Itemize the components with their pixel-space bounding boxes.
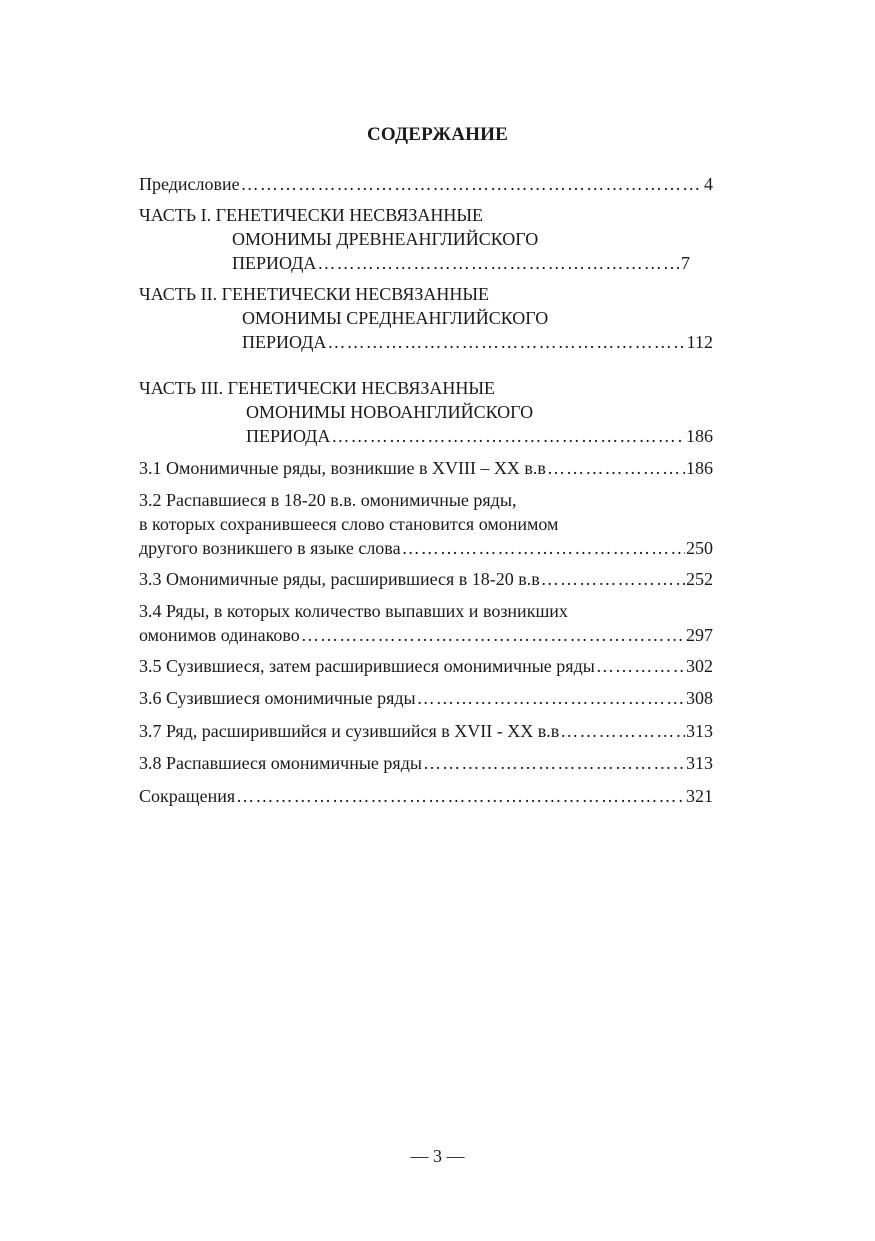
toc-entry-label: ПЕРИОДА <box>242 332 327 352</box>
toc-entry-label: 3.7 Ряд, расширившийся и сузившийся в XVII - XX в.в <box>139 721 560 741</box>
toc-part-2-line-2: ОМОНИМЫ СРЕДНЕАНГЛИЙСКОГО <box>242 308 549 328</box>
page-number-footer: — 3 — <box>410 1146 465 1166</box>
toc-page-number: 302 <box>686 656 713 676</box>
toc-entry-3-8[interactable] <box>139 751 713 775</box>
dot-leader <box>317 251 680 275</box>
toc-entry-label: другого возникшего в языке слова <box>139 538 401 558</box>
toc-part-2-line-1: ЧАСТЬ II. ГЕНЕТИЧЕСКИ НЕСВЯЗАННЫЕ <box>139 284 490 304</box>
toc-3-2-line-2: в которых сохранившееся слово становится омонимом <box>139 514 559 534</box>
toc-3-4-line-1: 3.4 Ряды, в которых количество выпавших и возникших <box>139 601 568 621</box>
toc-part-3-line-1: ЧАСТЬ III. ГЕНЕТИЧЕСКИ НЕСВЯЗАННЫЕ <box>139 378 496 398</box>
toc-entry-preface[interactable] <box>139 172 713 196</box>
toc-entry-label: 3.1 Омонимичные ряды, возникшие в XVIII – XX в.в <box>139 458 546 478</box>
toc-entry-3-6[interactable] <box>139 686 713 710</box>
toc-entry-label: 3.8 Распавшиеся омонимичные ряды <box>139 753 422 773</box>
toc-page-number: 313 <box>686 753 713 773</box>
dot-leader <box>547 456 685 480</box>
toc-entry-part-3[interactable] <box>246 424 713 448</box>
toc-entry-label: Предисловие <box>139 174 240 194</box>
toc-part-3-line-2: ОМОНИМЫ НОВОАНГЛИЙСКОГО <box>246 402 534 422</box>
toc-entry-3-7[interactable] <box>139 719 713 743</box>
dot-leader <box>560 719 685 743</box>
toc-page-number: 186 <box>686 458 713 478</box>
toc-page-number: 250 <box>686 538 713 558</box>
dot-leader <box>541 567 685 591</box>
toc-page-number: 308 <box>686 688 713 708</box>
toc-entry-3-4[interactable] <box>139 623 713 647</box>
dot-leader <box>331 424 685 448</box>
page-title: СОДЕРЖАНИЕ <box>367 124 508 145</box>
toc-page-number: 313 <box>686 721 713 741</box>
toc-entry-label: ПЕРИОДА <box>232 253 317 273</box>
toc-entry-label: 3.5 Сузившиеся, затем расширившиеся омонимичные ряды <box>139 656 595 676</box>
dot-leader <box>327 330 685 354</box>
toc-page-number: 186 <box>686 426 713 446</box>
toc-entry-part-2[interactable] <box>242 330 713 354</box>
toc-entry-label: 3.3 Омонимичные ряды, расширившиеся в 18-20 в.в <box>139 569 540 589</box>
toc-entry-3-2[interactable] <box>139 536 713 560</box>
toc-entry-3-5[interactable] <box>139 654 713 678</box>
dot-leader <box>236 784 685 808</box>
toc-entry-3-1[interactable] <box>139 456 713 480</box>
toc-part-1-line-2: ОМОНИМЫ ДРЕВНЕАНГЛИЙСКОГО <box>232 229 539 249</box>
toc-entry-label: Сокращения <box>139 786 236 806</box>
toc-3-2-line-1: 3.2 Распавшиеся в 18-20 в.в. омонимичные ряды, <box>139 490 517 510</box>
dot-leader <box>402 536 685 560</box>
toc-entry-part-1[interactable] <box>232 251 690 275</box>
toc-entry-label: омонимов одинаково <box>139 625 300 645</box>
dot-leader <box>596 654 685 678</box>
toc-entry-label: ПЕРИОДА <box>246 426 331 446</box>
dot-leader <box>423 751 685 775</box>
toc-entry-3-3[interactable] <box>139 567 713 591</box>
dot-leader <box>301 623 685 647</box>
dot-leader <box>417 686 685 710</box>
toc-page-number: 112 <box>686 332 713 352</box>
toc-page-number: 321 <box>686 786 713 806</box>
toc-part-1-line-1: ЧАСТЬ I. ГЕНЕТИЧЕСКИ НЕСВЯЗАННЫЕ <box>139 205 484 225</box>
toc-entry-abbreviations[interactable] <box>139 784 713 808</box>
toc-page-number: 7 <box>681 253 690 273</box>
toc-page-number: 297 <box>686 625 713 645</box>
toc-entry-label: 3.6 Сузившиеся омонимичные ряды <box>139 688 416 708</box>
toc-page-number: 4 <box>704 174 713 194</box>
dot-leader <box>241 172 703 196</box>
toc-page-number: 252 <box>686 569 713 589</box>
